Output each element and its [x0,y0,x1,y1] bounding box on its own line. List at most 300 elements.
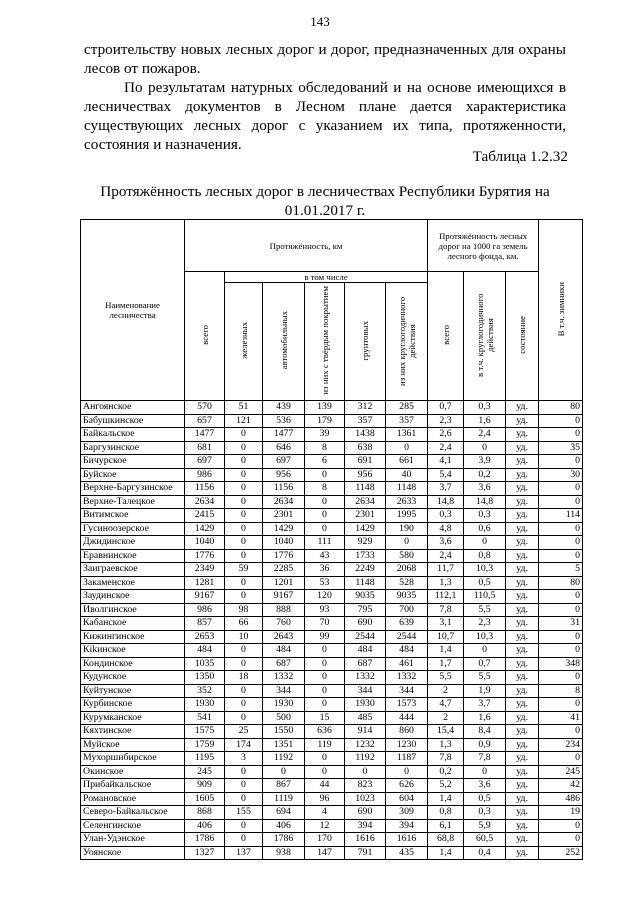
cell-d-yearround: 1,6 [464,414,506,428]
cell-auto: 344 [263,684,305,698]
cell-winter: 80 [539,401,583,415]
cell-d-yearround: 1,9 [464,684,506,698]
cell-d-yearround: 3,6 [464,779,506,793]
cell-total: 1575 [185,725,225,739]
cell-d-yearround: 0,2 [464,468,506,482]
table-row [81,414,583,428]
cell-d-yearround: 0,4 [464,846,506,860]
cell-state: уд. [506,833,539,847]
table-number: Таблица 1.2.32 [472,148,568,165]
table-row [81,603,583,617]
cell-rail: 0 [225,536,263,550]
cell-state: уд. [506,495,539,509]
cell-hard: 179 [305,414,345,428]
cell-d-total: 2,3 [428,414,464,428]
cell-dirt: 823 [345,779,386,793]
cell-state: уд. [506,482,539,496]
table-row [81,630,583,644]
cell-total: 1930 [185,698,225,712]
cell-state: уд. [506,509,539,523]
cell-d-yearround: 0,6 [464,522,506,536]
cell-name: Верхне-Талецкое [81,495,185,509]
cell-rail: 25 [225,725,263,739]
cell-dirt: 0 [345,765,386,779]
cell-yearround: 190 [386,522,428,536]
cell-auto: 1429 [263,522,305,536]
cell-dirt: 1332 [345,671,386,685]
cell-dirt: 929 [345,536,386,550]
cell-yearround: 626 [386,779,428,793]
table-row [81,468,583,482]
cell-dirt: 690 [345,617,386,631]
cell-d-yearround: 10,3 [464,630,506,644]
cell-hard: 99 [305,630,345,644]
cell-total: 2415 [185,509,225,523]
cell-auto: 439 [263,401,305,415]
cell-dirt: 1429 [345,522,386,536]
cell-state: уд. [506,711,539,725]
cell-state: уд. [506,401,539,415]
cell-winter: 0 [539,630,583,644]
cell-winter: 0 [539,603,583,617]
cell-winter: 42 [539,779,583,793]
cell-yearround: 1995 [386,509,428,523]
cell-d-yearround: 5,5 [464,671,506,685]
table-row [81,617,583,631]
table-row [81,428,583,442]
cell-dirt: 1616 [345,833,386,847]
cell-d-total: 2,4 [428,549,464,563]
cell-d-total: 0,2 [428,765,464,779]
cell-state: уд. [506,414,539,428]
cell-state: уд. [506,522,539,536]
cell-auto: 1192 [263,752,305,766]
cell-name: Баргузинское [81,441,185,455]
cell-auto: 938 [263,846,305,860]
cell-total: 857 [185,617,225,631]
cell-total: 1040 [185,536,225,550]
cell-winter: 114 [539,509,583,523]
cell-yearround: 40 [386,468,428,482]
cell-d-yearround: 0,3 [464,401,506,415]
cell-d-total: 14,8 [428,495,464,509]
cell-winter: 234 [539,738,583,752]
cell-rail: 0 [225,657,263,671]
cell-dirt: 357 [345,414,386,428]
cell-total: 2653 [185,630,225,644]
table-row [81,401,583,415]
cell-total: 1035 [185,657,225,671]
cell-hard: 43 [305,549,345,563]
header-winter: В т.ч. зимники [539,220,583,401]
cell-d-yearround: 0 [464,765,506,779]
table-row [81,482,583,496]
cell-hard: 139 [305,401,345,415]
header-density: Протяжённость лесных дорог на 1000 га земель лесного фонда, км. [428,220,539,272]
header-including: в том числе [225,272,428,283]
cell-d-total: 6,1 [428,819,464,833]
table-header [81,220,583,401]
cell-total: 570 [185,401,225,415]
cell-d-total: 0,7 [428,401,464,415]
cell-hard: 6 [305,455,345,469]
cell-rail: 174 [225,738,263,752]
cell-hard: 147 [305,846,345,860]
cell-hard: 0 [305,684,345,698]
cell-d-yearround: 2,3 [464,617,506,631]
cell-auto: 1156 [263,482,305,496]
cell-total: 541 [185,711,225,725]
table-row [81,657,583,671]
cell-total: 986 [185,603,225,617]
cell-d-total: 4,7 [428,698,464,712]
cell-auto: 2285 [263,563,305,577]
cell-d-yearround: 0,3 [464,509,506,523]
cell-state: уд. [506,765,539,779]
cell-name: Окинское [81,765,185,779]
header-d-yearround: в т.ч. круглогодичного действия [464,272,506,401]
cell-d-yearround: 0,3 [464,806,506,820]
cell-dirt: 312 [345,401,386,415]
cell-rail: 0 [225,711,263,725]
cell-yearround: 528 [386,576,428,590]
cell-state: уд. [506,563,539,577]
page-number: 143 [310,14,330,29]
cell-d-yearround: 3,6 [464,482,506,496]
cell-dirt: 791 [345,846,386,860]
cell-hard: 0 [305,509,345,523]
table-row [81,549,583,563]
cell-dirt: 691 [345,455,386,469]
cell-d-yearround: 0 [464,536,506,550]
cell-name: Буйское [81,468,185,482]
cell-d-total: 112,1 [428,590,464,604]
cell-yearround: 394 [386,819,428,833]
paragraph-continued: строительству новых лесных дорог и дорог, предназначенных для охраны лесов от пожаров. [84,41,566,77]
cell-rail: 0 [225,482,263,496]
cell-d-total: 1,7 [428,657,464,671]
cell-dirt: 638 [345,441,386,455]
cell-d-total: 3,1 [428,617,464,631]
cell-yearround: 1616 [386,833,428,847]
cell-auto: 1119 [263,792,305,806]
cell-yearround: 639 [386,617,428,631]
cell-hard: 70 [305,617,345,631]
cell-auto: 888 [263,603,305,617]
cell-rail: 0 [225,455,263,469]
cell-d-total: 7,8 [428,752,464,766]
cell-hard: 4 [305,806,345,820]
cell-winter: 0 [539,671,583,685]
cell-hard: 636 [305,725,345,739]
cell-name: Кяхтинское [81,725,185,739]
table-row [81,833,583,847]
cell-state: уд. [506,468,539,482]
forest-roads-table [80,219,583,860]
cell-name: Кудунское [81,671,185,685]
cell-d-total: 0,3 [428,509,464,523]
cell-winter: 0 [539,590,583,604]
cell-rail: 0 [225,509,263,523]
cell-hard: 15 [305,711,345,725]
cell-name: Северо-Байкальское [81,806,185,820]
cell-hard: 93 [305,603,345,617]
cell-state: уд. [506,617,539,631]
cell-auto: 1477 [263,428,305,442]
cell-dirt: 914 [345,725,386,739]
table-row [81,711,583,725]
cell-d-yearround: 7,8 [464,752,506,766]
cell-name: Муйское [81,738,185,752]
cell-yearround: 0 [386,765,428,779]
cell-name: Куйтунское [81,684,185,698]
cell-state: уд. [506,725,539,739]
cell-hard: 0 [305,671,345,685]
cell-winter: 8 [539,684,583,698]
cell-winter: 0 [539,536,583,550]
cell-state: уд. [506,752,539,766]
cell-winter: 0 [539,549,583,563]
cell-total: 1156 [185,482,225,496]
cell-d-total: 1,3 [428,738,464,752]
cell-hard: 0 [305,657,345,671]
cell-rail: 10 [225,630,263,644]
cell-d-yearround: 60,5 [464,833,506,847]
cell-name: Витимское [81,509,185,523]
table-row [81,671,583,685]
cell-total: 1327 [185,846,225,860]
cell-d-total: 1,4 [428,846,464,860]
cell-total: 681 [185,441,225,455]
cell-d-yearround: 110,5 [464,590,506,604]
cell-total: 1759 [185,738,225,752]
cell-rail: 0 [225,765,263,779]
cell-state: уд. [506,441,539,455]
cell-winter: 486 [539,792,583,806]
cell-d-total: 0,8 [428,806,464,820]
cell-dirt: 394 [345,819,386,833]
cell-state: уд. [506,455,539,469]
cell-dirt: 2544 [345,630,386,644]
cell-d-total: 1,3 [428,576,464,590]
cell-auto: 1040 [263,536,305,550]
cell-name: Романовское [81,792,185,806]
cell-d-yearround: 0,9 [464,738,506,752]
cell-rail: 59 [225,563,263,577]
cell-yearround: 1573 [386,698,428,712]
cell-dirt: 1192 [345,752,386,766]
header-total: всего [185,272,225,401]
cell-yearround: 2544 [386,630,428,644]
cell-dirt: 1023 [345,792,386,806]
cell-total: 868 [185,806,225,820]
cell-total: 657 [185,414,225,428]
cell-d-yearround: 0,5 [464,792,506,806]
table-body [81,401,583,860]
table-row [81,455,583,469]
cell-d-total: 4,1 [428,455,464,469]
cell-rail: 51 [225,401,263,415]
cell-auto: 1550 [263,725,305,739]
cell-yearround: 1361 [386,428,428,442]
cell-hard: 0 [305,698,345,712]
table-row [81,522,583,536]
cell-name: Селенгинское [81,819,185,833]
header-dirt: грунтовых [345,283,386,401]
cell-state: уд. [506,738,539,752]
table-row [81,819,583,833]
cell-auto: 536 [263,414,305,428]
cell-total: 1477 [185,428,225,442]
cell-auto: 406 [263,819,305,833]
cell-rail: 98 [225,603,263,617]
cell-yearround: 444 [386,711,428,725]
cell-winter: 0 [539,428,583,442]
cell-winter: 5 [539,563,583,577]
cell-d-total: 3,6 [428,536,464,550]
cell-yearround: 860 [386,725,428,739]
cell-d-total: 5,2 [428,779,464,793]
cell-rail: 0 [225,698,263,712]
cell-state: уд. [506,630,539,644]
cell-hard: 111 [305,536,345,550]
cell-hard: 0 [305,644,345,658]
cell-dirt: 956 [345,468,386,482]
cell-yearround: 1187 [386,752,428,766]
table-row [81,536,583,550]
cell-total: 986 [185,468,225,482]
cell-hard: 0 [305,522,345,536]
cell-yearround: 9035 [386,590,428,604]
cell-state: уд. [506,536,539,550]
cell-auto: 1201 [263,576,305,590]
cell-rail: 3 [225,752,263,766]
header-yearround: из них круглогодичного действия [386,283,428,401]
cell-name: Байкальское [81,428,185,442]
cell-rail: 0 [225,779,263,793]
cell-winter: 35 [539,441,583,455]
table-row [81,738,583,752]
cell-total: 1786 [185,833,225,847]
cell-name: Мухоршибирское [81,752,185,766]
cell-yearround: 2633 [386,495,428,509]
cell-rail: 0 [225,441,263,455]
cell-d-yearround: 10,3 [464,563,506,577]
cell-d-total: 1,4 [428,644,464,658]
header-state: состояние [506,272,539,401]
cell-yearround: 0 [386,536,428,550]
header-rail: железных [225,283,263,401]
cell-winter: 80 [539,576,583,590]
table-row [81,576,583,590]
cell-d-yearround: 3,9 [464,455,506,469]
cell-name: Уоянское [81,846,185,860]
cell-state: уд. [506,819,539,833]
cell-hard: 96 [305,792,345,806]
cell-d-total: 3,7 [428,482,464,496]
header-hard: из них с твёрдым покрытием [305,283,345,401]
table-row [81,765,583,779]
header-d-total: всего [428,272,464,401]
table-row [81,792,583,806]
cell-name: Ангоянское [81,401,185,415]
cell-yearround: 484 [386,644,428,658]
cell-winter: 0 [539,482,583,496]
cell-d-yearround: 5,5 [464,603,506,617]
cell-rail: 0 [225,819,263,833]
cell-winter: 0 [539,495,583,509]
cell-yearround: 1230 [386,738,428,752]
cell-yearround: 580 [386,549,428,563]
cell-hard: 39 [305,428,345,442]
cell-dirt: 344 [345,684,386,698]
cell-rail: 0 [225,576,263,590]
cell-name: Верхне-Баргузинское [81,482,185,496]
cell-d-total: 1,4 [428,792,464,806]
cell-state: уд. [506,549,539,563]
cell-winter: 0 [539,455,583,469]
cell-yearround: 700 [386,603,428,617]
cell-hard: 0 [305,468,345,482]
cell-dirt: 1232 [345,738,386,752]
cell-state: уд. [506,792,539,806]
cell-d-yearround: 0 [464,441,506,455]
cell-yearround: 344 [386,684,428,698]
cell-hard: 0 [305,495,345,509]
cell-total: 1350 [185,671,225,685]
header-name: Наименование лесничества [81,220,185,401]
cell-rail: 0 [225,590,263,604]
cell-d-yearround: 0,8 [464,549,506,563]
table-row [81,806,583,820]
cell-yearround: 1148 [386,482,428,496]
cell-dirt: 2301 [345,509,386,523]
cell-rail: 0 [225,522,263,536]
cell-dirt: 2634 [345,495,386,509]
cell-hard: 0 [305,752,345,766]
cell-auto: 1786 [263,833,305,847]
cell-dirt: 690 [345,806,386,820]
cell-winter: 31 [539,617,583,631]
table-row [81,509,583,523]
cell-yearround: 435 [386,846,428,860]
cell-rail: 0 [225,428,263,442]
cell-name: Гусиноозерское [81,522,185,536]
cell-d-yearround: 3,7 [464,698,506,712]
cell-total: 2349 [185,563,225,577]
cell-hard: 44 [305,779,345,793]
paragraph-roads-intro: По результатам натурных обследований и на основе имеющихся в лесничествах документов в Лесном плане дается характеристика существующих лесных дорог с указанием их типа, протяженности, состояния и назначения. [84,79,566,153]
cell-dirt: 1930 [345,698,386,712]
cell-state: уд. [506,684,539,698]
cell-total: 245 [185,765,225,779]
cell-rail: 0 [225,495,263,509]
cell-yearround: 661 [386,455,428,469]
cell-auto: 646 [263,441,305,455]
cell-total: 697 [185,455,225,469]
cell-d-total: 5,4 [428,468,464,482]
cell-total: 1776 [185,549,225,563]
cell-total: 1429 [185,522,225,536]
cell-auto: 2643 [263,630,305,644]
cell-name: Бабушкинское [81,414,185,428]
cell-winter: 0 [539,644,583,658]
cell-rail: 0 [225,684,263,698]
cell-dirt: 9035 [345,590,386,604]
cell-rail: 0 [225,644,263,658]
table-row [81,846,583,860]
cell-state: уд. [506,657,539,671]
